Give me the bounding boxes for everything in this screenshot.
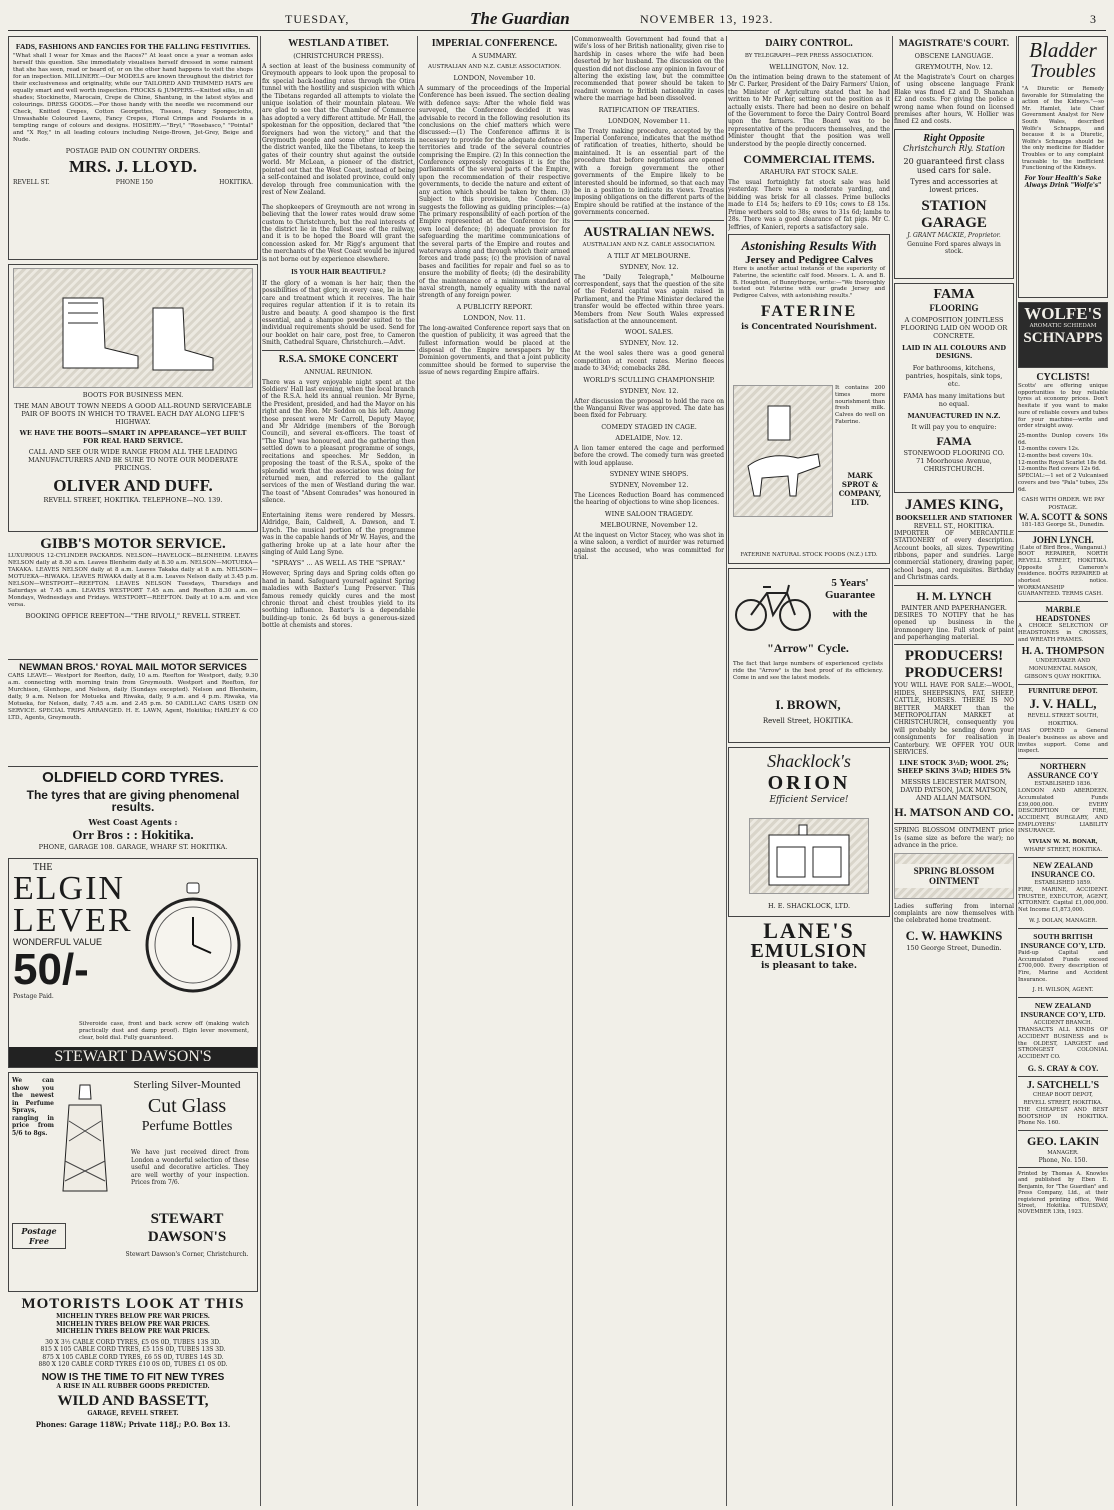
perfume-postage-free: Postage Free xyxy=(12,1223,66,1249)
fama-k: 71 Moorhouse Avenue, CHRISTCHURCH. xyxy=(916,456,992,473)
ad-faterine xyxy=(728,234,890,564)
bicycle-icon xyxy=(733,575,813,635)
orion-name: ORION xyxy=(767,771,851,794)
article-imperial-title: IMPERIAL CONFERENCE. xyxy=(431,38,558,49)
divider xyxy=(1018,997,1108,998)
cyclists-title: CYCLISTS! xyxy=(1036,372,1090,383)
perfume-line2: Cut Glass xyxy=(147,1095,227,1117)
fama-i: FAMA xyxy=(936,433,972,448)
oldfield-title: OLDFIELD CORD TYRES. xyxy=(42,770,224,786)
arrow-body: The fact that large numbers of experienced cyclists ride the "Arrow" is the best proof of its efficiency. Come in and see the latest models. xyxy=(733,660,883,681)
column-divider xyxy=(572,36,573,1506)
divider xyxy=(894,823,1014,824)
article-publicity-title: A PUBLICITY REPORT. xyxy=(456,302,533,311)
spring-blossom-illustration xyxy=(894,853,1014,899)
nz-accident-agent: G. S. CRAY & COY. xyxy=(1027,1063,1099,1073)
bladder-word-2: Troubles xyxy=(1030,61,1096,82)
divider xyxy=(1018,684,1108,685)
cyclists-cash: CASH WITH ORDER. WE PAY POSTAGE. xyxy=(1021,497,1105,512)
ad-elgin-lever xyxy=(8,858,258,1068)
ad-oliver-duff xyxy=(8,264,258,532)
motorists-title: MOTORISTS LOOK AT THIS xyxy=(21,1296,245,1312)
column-4 xyxy=(574,36,724,1506)
hawkins-address: 150 George Street, Dunedin. xyxy=(906,943,1002,952)
elgin-price: 50/- xyxy=(13,945,89,994)
oldfield-agents: West Coast Agents : xyxy=(88,816,178,827)
lanes-name: LANE'S xyxy=(763,920,855,943)
article-commercial-title: COMMERCIAL ITEMS. xyxy=(743,152,875,167)
column-divider xyxy=(892,36,893,1506)
producers-prices: LINE STOCK 3½D; WOOL 2%; SHEEP SKINS 3¼D; HIDES 5% xyxy=(897,759,1011,776)
bladder-body: "A Diuretic or Remedy favorable for Stimulating the action of the Kidneys."—so Mr. Hamlet, late Chief Government Analyst for New South Wales, described Wolfe's Schnapps, and because it is a Diuretic, Wolfe's Schnapps should be the only medicine for Bladder Troubles or to any complaint traceable to the inefficient Functioning of the Kidneys. xyxy=(1022,86,1104,172)
divider xyxy=(574,220,724,221)
ad-lloyd-body: "What shall I wear for Xmas and the Races?" At least once a year a woman asks herself this question. She immediately visualises herself dressed in some raiment that she has seen, read or heard of, or on the other hand happens to visit the shops for an inspection. MILLINERY.—Our MODELS are known throughout the district for their exclusiveness and originality, while our TAILORED AND TRIMMED HATS are equally smart and well worth inspection. FROCKS & JUMPERS.—Knitted silks, in all shades; Stockinette, Marocain, Crepe de Chine, Shantung, in the latest styles and colourings. DRESS GOODS.—For those handy with the needle we recommend our Check, Knitted Crepes, Cotton Georgettes, Tissues, Fancy Spongecloths, Unwashable Coloured Lawns, Fancy Crepes, Floral Crimps and Foulards in a tempting range of colours and designs. HOSIERY.—"Bryl," "Rosebasco," "Pointal" and "X Roy," in all leading colours including Neige-Brown, Jet-Grey, Beige and Nude. xyxy=(13,53,253,143)
faterine-footer: FATERINE NATURAL STOCK FOODS (N.Z.) LTD. xyxy=(740,551,878,558)
south-british-body: Paid-up Capital and Accumulated Funds exceed £700,000. Every description of Fire, Marine and Accident Insurance. xyxy=(1018,949,1108,983)
producers-heading-2: PRODUCERS! xyxy=(904,665,1004,682)
fama-e: For bathrooms, kitchens, pantries, hospitals, sink tops, etc. xyxy=(905,363,1003,388)
producers-body: YOU WILL HAVE FOR SALE:—WOOL, HIDES, SHEEPSKINS, FAT, SHEEP, CATTLE, HORSES. THERE IS NO BETTER MARKET than the METROPOLITAN MARKET at CHRISTCHURCH, consequently you will probably be sending down your consignments for realisation in Canterbury. WE OFFER YOU OUR SERVICES. xyxy=(894,682,1014,756)
article-wool-title: WOOL SALES. xyxy=(624,328,674,337)
article-magistrate-dateline: GREYMOUTH, Nov. 12. xyxy=(915,63,993,71)
cyclists-price-item: 25-months Dunlop covers 16s 6d. xyxy=(1018,432,1108,446)
newman-title: NEWMAN BROS.' ROYAL MAIL MOTOR SERVICES xyxy=(19,663,247,673)
elgin-wonderful: WONDERFUL VALUE xyxy=(13,937,103,947)
divider xyxy=(1018,928,1108,929)
column-divider xyxy=(417,36,418,1506)
wolfes-product: SCHNAPPS xyxy=(1023,330,1103,346)
article-ratification-dateline: LONDON, November 11. xyxy=(607,116,691,125)
arrow-shop-name: I. BROWN, xyxy=(775,696,841,712)
elgin-word-1: ELGIN xyxy=(13,870,125,907)
matson-name: H. MATSON AND CO. xyxy=(894,805,1014,820)
northern-title: NORTHERN ASSURANCE CO'Y xyxy=(1027,762,1099,781)
motorists-now: NOW IS THE TIME TO FIT NEW TYRES xyxy=(41,1371,225,1383)
faterine-product: FATERINE xyxy=(760,302,858,320)
nz-insurance-body: FIRE, MARINE, ACCIDENT. TRUSTEE, EXECUTOR, AGENT, ATTORNEY. Capital £1,000,000. Net Income £1,873,000. xyxy=(1018,887,1108,914)
elgin-postage: Postage Paid. xyxy=(13,993,54,1000)
article-hair-body: If the glory of a woman is her hair, then the possibilities of that glory, in every case, lie in the care and treatment which it receives. The hair requires regular attention if it is to retain its lustre and beauty. A good shampoo is the first essential, and a shampoo powder suited to the individual requirements should be used. Send for our booklet on hair care, post free, to Cameron Smith, Cathedral Square, Christchurch.—Advt. xyxy=(262,279,415,347)
satchell-body: THE CHEAPEST AND BEST BOOTSHOP IN HOKITIKA. Phone No. 160. xyxy=(1018,1106,1108,1127)
spring-blossom-label: SPRING BLOSSOM OINTMENT xyxy=(895,864,1013,888)
divider xyxy=(8,659,258,660)
tyre-size-1: 30 X 3½ CABLE CORD TYRES, £5 0S 0D, TUBES 13S 3D. xyxy=(45,1338,221,1346)
lynch-name: H. M. LYNCH xyxy=(916,588,992,603)
ad-lloyd-addr1: REVELL ST. xyxy=(13,179,50,186)
divider xyxy=(8,766,258,767)
station-name: STATION GARAGE xyxy=(921,197,987,231)
producers-agents: MESSRS LEICESTER MATSON, DAVID PATSON, JACK MATSON, AND ALLAN MATSON. xyxy=(900,778,1008,803)
thompson-trade: UNDERTAKER AND MONUMENTAL MASON, xyxy=(1028,658,1098,673)
bladder-word-1: Bladder xyxy=(1029,38,1097,62)
ad-lloyd-address xyxy=(13,179,253,186)
northern-address: WHARF STREET, HOKITIKA. xyxy=(1023,847,1103,854)
column-divider xyxy=(260,36,261,1506)
station-line-d: Tyres and accessories at lowest prices. xyxy=(910,177,998,194)
article-ratification-title: RATIFICATION OF TREATIES. xyxy=(598,105,700,114)
article-continued-body: Commonwealth Government had found that a wife's loss of her British nationality, given rise to hardship in cases where the wife had been deserted by her husband. The discussion on the question did not disclose any opinion in favour of altering the existing law, but the committee recommended that power should be taken to readmit women to British nationality in cases where the marriage had been dissolved. xyxy=(574,36,724,103)
marble-title: MARBLE HEADSTONES xyxy=(1035,605,1091,624)
bladder-tagline: For Your Health's Sake Always Drink "Wolfe's" xyxy=(1024,174,1102,190)
article-rsa-body: There was a very enjoyable night spent at the Soldiers' Hall last evening, when the local branch of the R.S.A. held its annual reunion. Mr Byrne, the President, presided, and had the Mayor on his right and the Hon. Mr Seddon on his left. Among those present were Mr Carroll, Deputy Mayor, and Mr Aldridge (members of the Borough Council), and several ex-officers. The toast of "The King" was honoured, and the gathering then settled down to a pleasant programme of songs, recitations and speeches. Mr Seddon, in proposing the toast of the R.S.A., spoke of the splendid work that the association was doing for returned men, and referred to the gallant services of the men of Westland during the war. The toast of "Absent Comrades" was honoured in silence. Entertaining items were rendered by Messrs. Aldridge, Bain, Caldwell, A. Dawson, and T. Lynch. The musical portion of the programme was in the capable hands of Mr W. Hayes, and the gathering broke up at a late hour after the singing of Auld Lang Syne. xyxy=(262,378,415,556)
tyre-size-2: 815 X 105 CABLE CORD TYRES, £5 15S 0D, TUBES 13S 3D. xyxy=(40,1346,226,1353)
article-wool-body: At the wool sales there was a good general competition at recent rates. Merino fleeces made to 34½d; comebacks 28d. xyxy=(574,350,724,373)
nz-accident-body: TRANSACTS ALL KINDS OF ACCIDENT BUSINESS and is the OLDEST, LARGEST and STRONGEST COLONIAL ACCIDENT CO. xyxy=(1018,1027,1108,1061)
article-tragedy-body: At the inquest on Victor Stacey, who was shot in a wine saloon, a verdict of murder was returned against the accused, who was committed for trial. xyxy=(574,531,724,562)
ad-orion-ranges xyxy=(728,747,890,917)
michelin-line-3: MICHELIN TYRES BELOW PRE WAR PRICES. xyxy=(56,1328,210,1335)
boots-caption: BOOTS FOR BUSINESS MEN. xyxy=(82,391,184,399)
masthead xyxy=(0,6,1114,32)
wolfes-subtitle: AROMATIC SCHIEDAM xyxy=(1029,323,1097,329)
ad-station-garage xyxy=(894,129,1014,279)
article-melbourne-dateline: SYDNEY, Nov. 12. xyxy=(619,262,679,271)
fama-f: FAMA has many imitations but no equal. xyxy=(903,391,1005,408)
printer-imprint: Printed by Thomas A. Knowles and published by Eben E. Benjamin, for "The Guardian" and Press Company, Ltd., at their registered printing office, Weld Street, Hokitika. TUESDAY, NOVEMBER 13th, 1923. xyxy=(1018,1170,1108,1216)
perfume-shop-2: DAWSON'S xyxy=(147,1229,227,1245)
furniture-title: FURNITURE DEPOT. xyxy=(1028,688,1098,696)
cyclists-price-item: 12-months best covers 10s. xyxy=(1018,453,1093,460)
ad-perfume-bottles xyxy=(8,1072,258,1292)
elgin-shop: STEWART DAWSON'S xyxy=(9,1047,257,1067)
article-rsa-title: R.S.A. SMOKE CONCERT xyxy=(278,353,399,365)
orion-maker: H. E. SHACKLOCK, LTD. xyxy=(767,901,851,910)
masthead-date: NOVEMBER 13, 1923. xyxy=(640,12,774,26)
article-dairy-body: On the intimation being drawn to the statement of Mr C. Parker, President of the Dairy Farmers' Union, the Minister of Agriculture stated that he had written to Mr Parker, setting out the position as it actually exists. There had been no desire on behalf of the Government to force the Dairy Control Board upon the farmers. The Board was to be representative of the producers themselves, and the Minister thought that the position was well understood by the people directly concerned. xyxy=(728,74,890,148)
nz-insurance-manager: W. J. DOLAN, MANAGER. xyxy=(1028,917,1098,924)
nz-accident-title: NEW ZEALAND INSURANCE CO'Y, LTD. xyxy=(1020,1001,1106,1020)
cyclists-price-item: 12-months Red covers 12s 6d. xyxy=(1018,466,1101,473)
article-dairy-dateline: WELLINGTON, Nov. 12. xyxy=(769,63,849,71)
orion-stove-illustration xyxy=(749,818,869,894)
station-proprietor: J. GRANT MACKIE, Proprietor. xyxy=(907,231,1001,239)
spring-blossom-body: SPRING BLOSSOM OINTMENT price 1s (same size as before the war); no advance in the price. xyxy=(894,827,1014,850)
hall-address: REVELL STREET SOUTH, HOKITIKA. xyxy=(1027,713,1099,728)
column-7 xyxy=(1018,36,1108,1506)
john-lynch-body: BOOT REPAIRER, NORTH REVELL STREET, HOKITIKA. Opposite J. Cameron's residence. BOOTS REPAIRED at shortest notice. WORKMANSHIP GUARANTEED. TERMS CASH. xyxy=(1018,551,1108,598)
column-divider xyxy=(1016,36,1017,1506)
perfume-side-note: We can show you the newest in Perfume Sprays, ranging in price from 5/6 to 8gs. xyxy=(12,1077,54,1137)
john-lynch-name: JOHN LYNCH. xyxy=(1032,535,1094,546)
south-british-title: SOUTH BRITISH INSURANCE CO'Y, LTD. xyxy=(1020,931,1106,950)
faterine-heading-1: Astonishing Results With xyxy=(741,237,877,253)
fama-a: FAMA xyxy=(933,286,975,302)
john-lynch-subtitle: (Late of Bird Bros., Wanganui.) xyxy=(1019,545,1107,552)
elgin-description: Silveroide case, front and back screw off (making watch practically dust and damp proof). Elgin lever movement, clear, bold dial. Fully guaranteed. xyxy=(79,1021,249,1041)
james-king-name: JAMES KING, xyxy=(904,496,1004,513)
article-melbourne-title: A TILT AT MELBOURNE. xyxy=(607,251,691,260)
station-line-a: Right Opposite xyxy=(923,132,985,144)
article-westland-body: A section at least of the business community of Greymouth appears to look upon the proposal to fix special back-loading rates through the Otira tunnel with the hostility and suspicion with which the Tibetans regarded all attempts to violate the unique isolation of their mountain plateau. We are glad to see that the Chamber of Commerce has adopted a very different attitude. Mr Hall, the spokesman for the opposition, declared that "the foreigners had won the victory," and that the Greymouth people and some other interests in the district wanted, like the Tibetans, to keep the gates of their country shut against the outside world. Mr McLean, a pioneer of the district, pointed out that the West Coast, instead of being a self-contained and isolated province, could only develop through free communication with the rest of New Zealand. The shopkeepers of Greymouth are not wrong in believing that the lower rates would draw some custom to Christchurch, but the real interests of the district lie in the fullest use of the railway, and it is to be hoped the Board will grant the concession asked for. Mr Rigg's argument that the merchants of the West Coast would be injured is not borne out by experience elsewhere. xyxy=(262,63,415,263)
article-hair-title: IS YOUR HAIR BEAUTIFUL? xyxy=(291,267,386,276)
cyclists-body: Scotts' are offering unique opportunities to buy reliable tyres at economy prices. Don't hesitate if you want to make sure of reliable covers and tubes for your machine—write and order straight away. xyxy=(1018,383,1108,430)
column-divider xyxy=(726,36,727,1506)
article-sculling-title: WORLD'S SCULLING CHAMPIONSHIP. xyxy=(583,375,715,384)
station-line-b: Christchurch Rly. Station xyxy=(902,143,1006,153)
hall-name: J. V. HALL, xyxy=(1029,696,1097,712)
ad-newman-bros xyxy=(8,663,258,763)
faterine-heading-2: Jersey and Pedigree Calves xyxy=(745,253,873,266)
divider xyxy=(1018,1076,1108,1077)
faterine-side-text: It contains 200 times more nourishment than fresh milk. Calves do well on Faterine. xyxy=(835,384,885,425)
faterine-calf-illustration xyxy=(733,385,833,517)
article-sculling-dateline: SYDNEY, Nov. 12. xyxy=(619,386,679,395)
faterine-tagline: is Concentrated Nourishment. xyxy=(741,320,877,331)
divider xyxy=(1018,1167,1108,1168)
article-dairy-credit: BY TELEGRAPH—PER PRESS ASSOCIATION. xyxy=(744,53,874,59)
article-wineshops-body: The Licences Reduction Board has commenced the hearing of objections to wine shop licences. xyxy=(574,492,724,507)
column-2 xyxy=(262,36,415,1506)
satchell-subtitle: CHEAP BOOT DEPOT, xyxy=(1033,1091,1093,1098)
lanes-product: EMULSION xyxy=(750,939,868,962)
divider xyxy=(1018,1130,1108,1131)
article-westland-title: WESTLAND A TIBET. xyxy=(288,38,389,49)
article-magistrate-subtitle: OBSCENE LANGUAGE. xyxy=(914,52,994,60)
michelin-line-2: MICHELIN TYRES BELOW PRE WAR PRICES. xyxy=(56,1320,210,1328)
james-king-trade: BOOKSELLER AND STATIONER xyxy=(895,513,1013,522)
satchell-name: J. SATCHELL'S xyxy=(1026,1079,1100,1091)
masthead-day: TUESDAY, xyxy=(285,12,350,26)
article-sprays-body: However, Spring days and Spring colds often go hand in hand. Safeguard yourself against Spring maladies with Baxter's Lung Preserver. This famous remedy quickly cures and the most chronic throat and chest troubles yield to its soothing influence. Baxter's is a dependable building-up tonic. 2s 6d buys a generous-sized bottle at chemists and stores. xyxy=(262,570,415,630)
ad-lloyd-heading: FADS, FASHIONS AND FANCIES FOR THE FALLING FESTIVITIES. xyxy=(15,42,251,51)
ad-mrs-lloyd xyxy=(8,36,258,260)
gibbs-footer: BOOKING OFFICE REEFTON—"THE RIVOLI," REVELL STREET. xyxy=(25,612,241,620)
arrow-address: Revell Street, HOKITIKA. xyxy=(762,716,854,725)
article-rsa-subtitle: ANNUAL REUNION. xyxy=(304,367,373,376)
faterine-body: Here is another actual instance of the superiority of Faterine, the scientific calf food. Messrs. L. A. and B. B. Houghton, of Bunnythorpe, write:—"We thoroughly tested out Faterine with our grade Jersey and Pedigree Calves, with astonishing results." xyxy=(733,265,885,300)
motorists-garage: GARAGE, REVELL STREET. xyxy=(87,1409,179,1417)
ad-lloyd-addr2: PHONE 150 xyxy=(115,179,153,186)
column-6 xyxy=(894,36,1014,1506)
ad-lloyd-addr3: HOKITIKA. xyxy=(219,179,253,186)
article-imperial-dateline: LONDON, November 10. xyxy=(453,74,536,82)
fama-c: A COMPOSITION JOINTLESS FLOORING LAID ON WOOD OR CONCRETE. xyxy=(900,315,1008,340)
ad-lloyd-footer: POSTAGE PAID ON COUNTRY ORDERS. xyxy=(65,147,201,155)
article-wineshops-dateline: SYDNEY, November 12. xyxy=(609,481,689,490)
lynch-trade: PAINTER AND PAPERHANGER. xyxy=(901,603,1007,612)
perfume-body: We have just received direct from London a wonderful selection of these useful and decorative articles. They are well worthy of your inspection. Prices from 7/6. xyxy=(131,1149,249,1186)
article-ratification-body: The Treaty making procedure, accepted by the Imperial Conference, indicates that the method of ratification of treaties, hitherto, should be maintained. It is an essential part of the procedure that before negotiations are opened with a foreign government the other governments of the Empire likely to be interested should be informed, so that each may be in a position to indicate its views. Treaties imposing obligations on the different parts of the Empire should be ratified at the instance of the governments concerned. xyxy=(574,127,724,217)
divider xyxy=(1018,531,1108,532)
thompson-address: GIBSON'S QUAY HOKITIKA. xyxy=(1024,674,1102,681)
perfume-bottle-icon xyxy=(55,1081,115,1211)
orion-brand: Shacklock's xyxy=(767,750,851,771)
oldfield-orr: Orr Bros : : Hokitika. xyxy=(72,826,194,842)
perfume-line1: Sterling Silver-Mounted xyxy=(133,1079,241,1091)
column-3 xyxy=(419,36,570,1506)
hawkins-name: C. W. HAWKINS xyxy=(905,927,1003,943)
lakin-subtitle: MANAGER. xyxy=(1047,1149,1079,1156)
producers-heading-1: PRODUCERS! xyxy=(904,648,1004,665)
article-publicity-dateline: LONDON, Nov. 11. xyxy=(463,313,526,322)
oldfield-phone: PHONE, GARAGE 108. GARAGE, WHARF ST. HOKITIKA. xyxy=(38,842,228,851)
article-sculling-body: After discussion the proposal to hold the race on the Wanganui River was approved. The date has been fixed for February. xyxy=(574,397,724,420)
article-commercial-subtitle: ARAHURA FAT STOCK SALE. xyxy=(759,168,859,177)
scott-address: 181-183 George St., Dunedin. xyxy=(1021,522,1105,529)
masthead-rule xyxy=(8,30,1106,31)
cyclists-special: SPECIAL:—1 set of 2 Vulcanised covers and two "Pala" tubes, 25s 6d. xyxy=(1018,473,1108,493)
divider xyxy=(262,350,415,351)
article-comedy-title: COMEDY STAGED IN CAGE. xyxy=(601,422,697,431)
column-5 xyxy=(728,36,890,1506)
lakin-name: GEO. LAKIN xyxy=(1026,1133,1099,1148)
oldfield-tagline: The tyres that are giving phenomenal results. xyxy=(26,787,240,815)
divider xyxy=(894,585,1014,586)
arrow-heading-3: "Arrow" Cycle. xyxy=(767,640,849,655)
article-imperial-subtitle: A SUMMARY. xyxy=(472,52,517,60)
perfume-shop-1: STEWART xyxy=(150,1211,224,1227)
scott-name: W. A. SCOTT & SONS xyxy=(1018,512,1108,523)
fama-g: MANUFACTURED IN N.Z. xyxy=(907,411,1001,420)
article-commercial-body: The usual fortnightly fat stock sale was held yesterday. There was a moderate yarding, and bidding was brisk for all classes. Prime bullocks made to £14 5s; heifers to £9 10s; cows to £8 15s. Prime wethers sold to 38s; ewes to 31s 6d; lambs to 28s. There was a good clearance of fat pigs. Mr C. Jeffries, of Kanieri, reports a satisfactory sale. xyxy=(728,179,890,231)
elgin-word-2: LEVER xyxy=(13,902,133,939)
article-imperial-credit: AUSTRALIAN AND N.Z. CABLE ASSOCIATION. xyxy=(427,64,562,70)
cyclists-price-item: 12-months covers 12s. xyxy=(1018,446,1080,453)
tyre-size-4: 880 X 120 CABLE CORD TYRES £10 0S 0D, TUBES £1 0S 0D. xyxy=(38,1361,228,1368)
boots-shop-name: OLIVER AND DUFF. xyxy=(53,476,213,495)
article-australian-title: AUSTRALIAN NEWS. xyxy=(583,223,715,239)
south-british-agent: J. H. WILSON, AGENT. xyxy=(1032,987,1094,994)
nz-insurance-established: ESTABLISHED 1859. xyxy=(1034,880,1092,887)
article-australian-credit: AUSTRALIAN AND N.Z. CABLE ASSOCIATION. xyxy=(582,241,716,248)
gibbs-body: LUXURIOUS 12-CYLINDER PACKARDS. NELSON—HAVELOCK—BLENHEIM. LEAVES NELSON daily at 8.30 a.m. Leaves Blenheim daily at 8.30 a.m. NELSON—MOTUEKA—TAKAKA. LEAVES NELSON daily at 8 a.m. Leaves Takaka daily at 8 a.m. NELSON—MOTUEKA—RIWAKA. LEAVES RIWAKA daily at 8 a.m. Leaves Nelson daily at 3.45 p.m. NELSON—WESTPORT—REEFTON. LEAVES NELSON Tuesdays, Thursdays and Saturdays at 7.45 a.m. LEAVES WESTPORT 7.45 a.m. and Reefton 8.30 a.m. on Mondays, Wednesdays and Fridays. WESTPORT—REEFTON. Daily at 10 a.m. and vice versa. xyxy=(8,553,258,608)
lanes-tagline: is pleasant to take. xyxy=(761,960,857,971)
article-magistrate-title: MAGISTRATE'S COURT. xyxy=(898,39,1010,49)
ad-lanes-emulsion xyxy=(728,921,890,981)
ad-lloyd-name: MRS. J. LLOYD. xyxy=(69,157,197,176)
masthead-title: The Guardian xyxy=(470,9,570,28)
boots-address: REVELL STREET, HOKITIKA. TELEPHONE—NO. 139. xyxy=(43,496,223,504)
ad-wolfes-schnapps xyxy=(1018,302,1108,368)
article-wool-dateline: SYDNEY, Nov. 12. xyxy=(619,339,679,348)
fama-b: FLOORING xyxy=(929,302,979,313)
cyclists-price-list xyxy=(1018,433,1108,473)
ad-arrow-cycle xyxy=(728,568,890,743)
article-publicity-body: The long-awaited Conference report says that on the question of publicity, it was agreed that the fullest information would be placed at the disposal of the Empire newspapers by the Dominion governments, and that a joint publicity committee should be formed to supervise the issue of news regarding Empire affairs. xyxy=(419,324,570,377)
article-tragedy-title: WINE SALOON TRAGEDY. xyxy=(604,509,694,518)
motorists-rise: A RISE IN ALL RUBBER GOODS PREDICTED. xyxy=(56,1383,210,1390)
stove-icon xyxy=(759,823,859,889)
divider xyxy=(1018,857,1108,858)
divider xyxy=(894,644,1014,645)
ad-gibbs-motor xyxy=(8,536,258,656)
perfume-address: Stewart Dawson's Corner, Christchurch. xyxy=(125,1251,249,1258)
gibbs-title: GIBB'S MOTOR SERVICE. xyxy=(40,536,226,552)
boot-icon xyxy=(43,278,223,378)
motorists-phones: Phones: Garage 118W.; Private 118J.; P.O. Box 13. xyxy=(35,1420,231,1429)
pocket-watch-icon xyxy=(143,881,243,999)
hall-body: HAS OPENED a General Dealer's business as above and invites support. Come and inspect. xyxy=(1018,728,1108,755)
satchell-address: REVELL STREET, HOKITIKA. xyxy=(1023,1099,1103,1106)
divider xyxy=(1018,758,1108,759)
lynch-body: DESIRES TO NOTIFY that he has opened up business in the ironmongery line. Full stock of paint and paperhanging material. xyxy=(894,611,1014,641)
calf-icon xyxy=(738,396,828,506)
cyclists-price-item: 12-months Royal Scarlet 18s 6d. xyxy=(1018,459,1107,466)
fama-d: LAID IN ALL COLOURS AND DESIGNS. xyxy=(902,343,1006,360)
article-dairy-title: DAIRY CONTROL. xyxy=(765,38,853,49)
station-line-c: 20 guaranteed first class used cars for sale. xyxy=(903,156,1005,175)
marble-body: A CHOICE SELECTION OF HEADSTONES in CROSSES, and WREATH FRAMES. xyxy=(1018,623,1108,643)
station-footer: Genuine Ford spares always in stock. xyxy=(907,240,1001,255)
masthead-page: 3 xyxy=(1090,12,1097,26)
article-comedy-body: A lion tamer entered the cage and performed before the crowd. The comedy turn was greeted with loud applause. xyxy=(574,444,724,467)
column-1 xyxy=(8,36,258,1506)
nz-insurance-title: NEW ZEALAND INSURANCE CO. xyxy=(1031,861,1095,880)
northern-agent: VIVIAN W. M. BONAR, xyxy=(1028,839,1098,846)
article-melbourne-body: The "Daily Telegraph," Melbourne correspondent, says that the question of the site of the Federal capital was again raised in Parliament, and the Prime Minister declared the transfer would be effected within three years. Members from New South Wales expressed satisfaction at the announcement. xyxy=(574,273,724,325)
ad-oldfield-tyres xyxy=(8,770,258,858)
hawkins-body: Ladies suffering from internal complaints are now themselves with the celebrated home treatment. xyxy=(894,902,1014,925)
article-sprays-title: "SPRAYS" ... AS WELL AS THE "SPRAY." xyxy=(271,559,406,568)
ad-fama-flooring xyxy=(894,283,1014,493)
article-imperial-body: A summary of the proceedings of the Imperial Conference has been issued. The section dealing with defence says: After the whole field was surveyed, the Conference decided it was advisable to record in the following resolution its conclusions on the chief matters which were discussed:—(1) The Conference affirms it is necessary to provide for the adequate defence of territories and trade of the several countries comprising the Empire. (2) In this connection the Conference expressly recognises it is for the parliaments of the several parts of the Empire, upon the recommendation of their respective governments, to decide the nature and extent of any action which should be taken by them. (3) Subject to this provision, the Conference suggests the following as guiding principles:—(a) The primary responsibility of each portion of the Empire represented at the Conference for its own local defence; (b) adequate provision for safeguarding the maritime communications of the several parts of the Empire and routes and waterways along and through which their armed forces and trade pass; (c) the provision of naval bases and facilities for repair and fuel so as to ensure the mobility of fleets; (d) the desirability of the maintenance of a minimum standard of naval strength, namely equality with the naval strength of any foreign power. xyxy=(419,85,570,300)
article-wineshops-title: SYDNEY WINE SHOPS. xyxy=(609,470,689,479)
lakin-phone: Phone, No. 150. xyxy=(1038,1156,1088,1164)
boots-line2: WE HAVE THE BOOTS—SMART IN APPEARANCE—YET BUILT FOR REAL HARD SERVICE. xyxy=(19,429,247,445)
boots-line1: THE MAN ABOUT TOWN NEEDS A GOOD ALL-ROUND SERVICEABLE PAIR OF BOOTS IN WHICH TO TRAVEL EACH DAY ALONG LIFE'S HIGHWAY. xyxy=(14,402,252,426)
arrow-heading-1: 5 Years' Guarantee xyxy=(824,576,876,601)
wolfes-name: WOLFE'S xyxy=(1024,304,1102,323)
perfume-line3: Perfume Bottles xyxy=(141,1119,233,1134)
michelin-line-1: MICHELIN TYRES BELOW PRE WAR PRICES. xyxy=(56,1313,210,1320)
motorists-shop: WILD AND BASSETT, xyxy=(57,1392,209,1409)
article-magistrate-body: At the Magistrate's Court on charges of using obscene language Frank Blake was fined £2 and D. Shanahan £2 and costs. For giving the police a wrong name when found on licensed premises after hours, W. Hollier was fined £2 and costs. xyxy=(894,74,1014,126)
faterine-agent: MARK SPROT & COMPANY, LTD. xyxy=(838,470,882,507)
orion-service: Efficient Service! xyxy=(769,794,849,805)
newman-body: CARS LEAVE— Westport for Reefton, daily, 10 a.m. Reefton for Westport, daily, 9.30 a.m. connecting with morning train from Greymouth. Westport and Reefton, for Murchison, Glenhope, and Nelson, daily (Sundays excepted). Nelson and Blenheim, daily, 9 a.m. Nelson for Motueka and Riwaka, daily, 9 a.m. and 4 p.m. Riwaka, via Motueka, for Nelson, daily, 7.45 a.m. and 2.45 p.m. 50 CADILLAC CARS USED ON SERVICE. SPECIAL TRIPS ARRANGED. H. E. LAWN, Agent, Hokitika; HARLEY & CO LTD., Agents, Greymouth. xyxy=(8,672,258,721)
james-king-address: REVELL ST., HOKITIKA. xyxy=(913,521,995,530)
nz-accident-subtitle: ACCIDENT BRANCH. xyxy=(1033,1020,1093,1027)
northern-established: ESTABLISHED 1836. xyxy=(1034,781,1092,788)
article-westland-source: (CHRISTCHURCH PRESS). xyxy=(293,52,384,60)
divider xyxy=(1018,601,1108,602)
fama-h: It will pay you to enquire: xyxy=(911,422,997,431)
thompson-name: H. A. THOMPSON xyxy=(1021,646,1105,658)
tyre-size-3: 875 X 105 CABLE CORD TYRES, £6 5S 0D, TUBES 14S 3D. xyxy=(42,1353,224,1361)
northern-body: LONDON AND ABERDEEN. Accumulated Funds £39,000,000. EVERY DESCRIPTION OF FIRE, ACCIDENT, BURGLARY, AND EMPLOYERS' LIABILITY INSURANCE. xyxy=(1018,788,1108,835)
ad-bladder-troubles xyxy=(1018,36,1108,298)
arrow-heading-2: with the xyxy=(832,608,868,620)
boots-line3: CALL AND SEE OUR WIDE RANGE FROM ALL THE LEADING MANUFACTURERS AND BE SURE TO NOTE OUR MODERATE PRICINGS. xyxy=(28,448,238,472)
boots-illustration xyxy=(13,268,253,388)
ad-wild-bassett xyxy=(8,1296,258,1456)
article-tragedy-dateline: MELBOURNE, November 12. xyxy=(600,520,698,529)
fama-j: STONEWOOD FLOORING CO. xyxy=(903,448,1005,457)
elgin-the: THE xyxy=(33,862,53,873)
james-king-body: IMPORTER OF MERCANTILE STATIONERY of every description. Account books, all sizes. Typewriting ribbons, paper and sundries. Large commercial stationery, drawing paper, school bags, and requisites. Birthday and Christmas cards. xyxy=(894,529,1014,582)
article-comedy-dateline: ADELAIDE, Nov. 12. xyxy=(615,433,683,442)
